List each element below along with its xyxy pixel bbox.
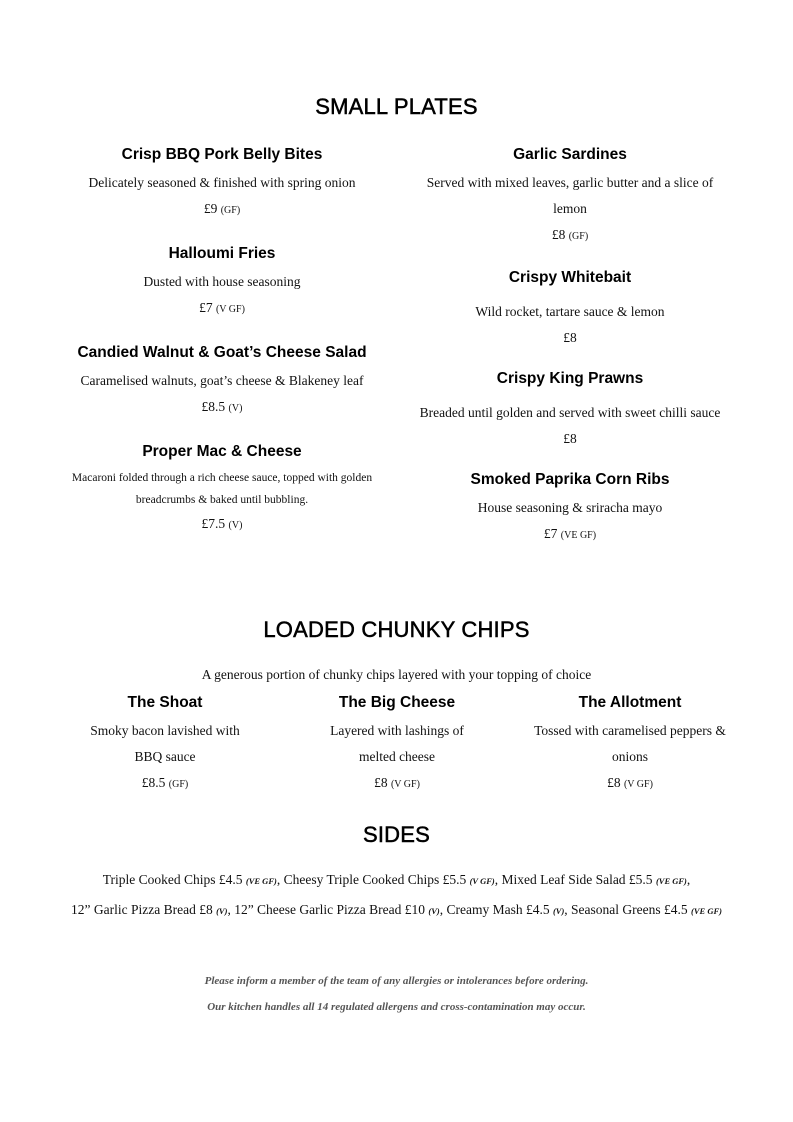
menu-item [52, 442, 392, 539]
menu-item [402, 268, 738, 351]
loaded-chips-intro: A generous portion of chunky chips layered with your topping of choice [201, 667, 592, 682]
dietary-tag: (V) [428, 906, 440, 916]
dietary-tag: (GF) [168, 779, 189, 790]
sides-line: Triple Cooked Chips £4.5 (VE GF), Cheesy Triple Cooked Chips £5.5 (V GF), Mixed Leaf Side Salad £5.5 (VE GF), [102, 872, 691, 887]
item-description: Macaroni folded through a rich cheese sauce, topped with golden [71, 472, 373, 484]
item-name: Crispy Whitebait [508, 269, 632, 286]
menu-item [402, 369, 738, 452]
item-price: £8 [563, 330, 577, 345]
item-name: The Big Cheese [338, 694, 456, 711]
item-name: Crispy King Prawns [496, 370, 644, 387]
item-description: lemon [553, 201, 587, 216]
loaded-chips-item [302, 693, 492, 798]
item-description: Tossed with caramelised peppers & [534, 723, 726, 738]
item-price: £9 (GF) [203, 201, 241, 216]
item-price: £8 (V GF) [607, 775, 653, 790]
item-name: Proper Mac & Cheese [142, 443, 302, 460]
item-price: £8.5 (V) [201, 399, 243, 414]
item-price: £8 (GF) [551, 227, 589, 242]
item-price: £8.5 (GF) [141, 775, 189, 790]
item-description: Caramelised walnuts, goat’s cheese & Blakeney leaf [80, 373, 364, 388]
item-description: Smoky bacon lavished with [90, 723, 240, 738]
dietary-tag: (GF) [568, 231, 589, 242]
dietary-tag: (V) [216, 906, 228, 916]
item-description: onions [611, 749, 648, 764]
item-price: £8 [563, 431, 577, 446]
item-name: Crisp BBQ Pork Belly Bites [121, 146, 323, 163]
item-name: Candied Walnut & Goat’s Cheese Salad [77, 344, 367, 361]
loaded-chips-item [70, 693, 260, 798]
dietary-tag: (V GF) [215, 304, 245, 315]
menu-item [402, 145, 738, 250]
item-name: The Allotment [578, 694, 682, 711]
item-price: £7.5 (V) [201, 516, 243, 531]
loaded-chips-heading: LOADED CHUNKY CHIPS [263, 617, 530, 642]
item-description: Delicately seasoned & finished with spring onion [88, 175, 356, 190]
dietary-tag: (VE GF) [560, 530, 597, 541]
allergy-note: Please inform a member of the team of any allergies or intolerances before ordering. [204, 975, 589, 987]
item-name: Garlic Sardines [513, 146, 627, 163]
menu-item [402, 470, 738, 549]
item-description: breadcrumbs & baked until bubbling. [135, 494, 309, 506]
allergy-note: Our kitchen handles all 14 regulated allergens and cross-contamination may occur. [207, 1001, 586, 1013]
dietary-tag: (V GF) [623, 779, 653, 790]
item-description: Wild rocket, tartare sauce & lemon [475, 304, 665, 319]
dietary-tag: (VE GF) [691, 906, 722, 916]
item-description: House seasoning & sriracha mayo [477, 500, 663, 515]
loaded-chips-item [515, 693, 745, 798]
item-description: Layered with lashings of [330, 723, 464, 738]
item-name: Smoked Paprika Corn Ribs [470, 471, 670, 488]
dietary-tag: (V) [552, 906, 565, 916]
item-name: The Shoat [127, 694, 203, 711]
small-plates-right-column [402, 145, 738, 549]
sides-heading: SIDES [362, 822, 431, 847]
item-name: Halloumi Fries [168, 245, 276, 262]
dietary-tag: (V) [228, 520, 243, 531]
item-description: Served with mixed leaves, garlic butter and a slice of [426, 175, 714, 190]
small-plates-left-column [52, 145, 392, 539]
small-plates-heading: SMALL PLATES [315, 94, 478, 119]
dietary-tag: (VE GF) [245, 876, 277, 886]
dietary-tag: (GF) [220, 205, 241, 216]
menu-item [52, 145, 392, 224]
menu-item [52, 244, 392, 323]
item-price: £8 (V GF) [374, 775, 420, 790]
item-price: £7 (V GF) [199, 300, 245, 315]
item-description: melted cheese [358, 749, 436, 764]
item-description: Dusted with house seasoning [143, 274, 301, 289]
dietary-tag: (V GF) [390, 779, 420, 790]
dietary-tag: (V) [228, 403, 243, 414]
dietary-tag: (V GF) [469, 876, 495, 886]
item-description: BBQ sauce [134, 749, 196, 764]
menu-item [52, 343, 392, 422]
sides-line: 12” Garlic Pizza Bread £8 (V), 12” Cheese Garlic Pizza Bread £10 (V), Creamy Mash £4.5 (V), Seasonal Greens £4.5 (VE GF) [71, 902, 722, 917]
item-description: Breaded until golden and served with sweet chilli sauce [419, 405, 721, 420]
item-price: £7 (VE GF) [543, 526, 597, 541]
dietary-tag: (VE GF) [655, 876, 687, 886]
